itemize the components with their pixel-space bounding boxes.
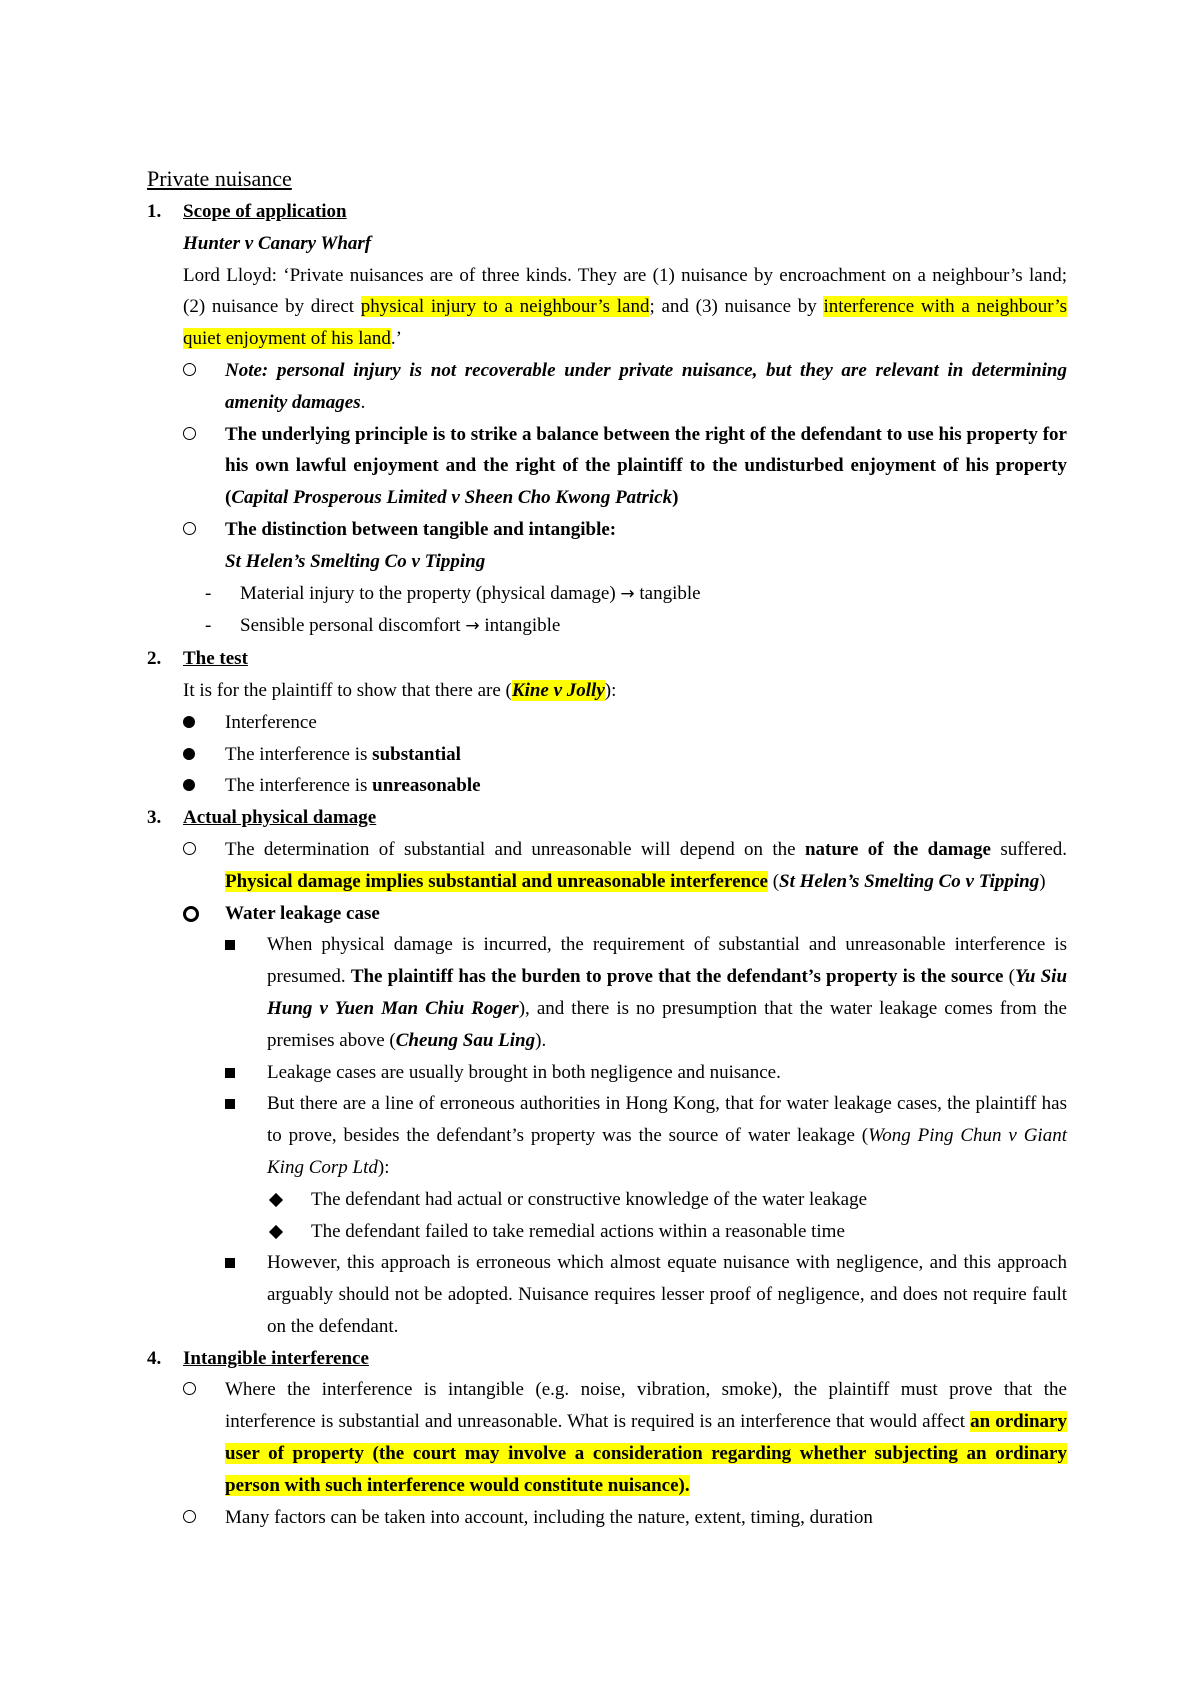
dash-marker: - xyxy=(205,582,212,604)
hollow-circle-bullet-icon xyxy=(183,1374,196,1406)
test-intro xyxy=(147,675,1067,707)
note-text: Note: personal injury is not recoverable under private nuisance, but they are relevant in determining amenity damages xyxy=(225,359,1067,413)
list-text: Water leakage case xyxy=(225,902,380,924)
hollow-circle-bullet-icon xyxy=(183,514,196,546)
section-number: 4. xyxy=(147,1347,162,1369)
quote-text: ; and (3) nuisance by xyxy=(649,296,824,318)
list-item xyxy=(147,1216,1067,1248)
section-number: 3. xyxy=(147,807,162,829)
list-text: The defendant had actual or constructive knowledge of the water leakage xyxy=(311,1188,868,1210)
section-4-heading xyxy=(147,1343,1067,1375)
arrow-right-icon: → xyxy=(620,583,635,604)
case-citation: Capital Prosperous Limited v Sheen Cho Kwong Patrick xyxy=(231,487,673,509)
arrow-right-icon: → xyxy=(465,616,480,637)
list-text: Where the interference is intangible (e.g. noise, vibration, smoke), the plaintiff must prove that the interference is substantial and unreasonable. What is required is an interference that would affect xyxy=(225,1379,1067,1433)
list-item xyxy=(147,419,1067,514)
section-number: 2. xyxy=(147,648,162,670)
hollow-circle-bullet-icon xyxy=(183,834,196,866)
dash-marker: - xyxy=(205,615,212,637)
list-text: The determination of substantial and unreasonable will depend on the xyxy=(225,838,805,860)
filled-circle-bullet-icon xyxy=(183,770,195,802)
list-item xyxy=(147,898,1067,930)
intro-text: ): xyxy=(604,679,617,701)
case-citation: Kine v Jolly xyxy=(511,679,605,701)
list-item xyxy=(147,355,1067,419)
filled-circle-bullet-icon xyxy=(183,707,195,739)
hollow-circle-bullet-icon xyxy=(183,1502,196,1534)
list-text: Leakage cases are usually brought in both negligence and nuisance. xyxy=(267,1061,781,1083)
list-text: When physical damage is incurred, the requirement of substantial and unreasonable interference is presumed. xyxy=(267,934,1067,988)
section-title: Actual physical damage xyxy=(183,807,377,829)
square-bullet-icon xyxy=(225,1247,235,1279)
case-citation: St Helen’s Smelting Co v Tipping xyxy=(225,550,486,572)
case-citation: Wong Ping Chun v Giant King Corp Ltd xyxy=(267,1125,1067,1178)
quote-text: Lord Lloyd: ‘Private nuisances are of three kinds. They are (1) nuisance by encroachment on a neighbour’s land; (2) nuisance by direct xyxy=(183,264,1067,318)
list-item xyxy=(147,739,1067,771)
hollow-circle-bullet-icon xyxy=(183,419,196,451)
principle-text: The underlying principle is to strike a balance between the right of the defendant to use his property for his own lawful enjoyment and the right of the plaintiff to the undisturbed enjoyment of his property ( xyxy=(225,423,1067,509)
list-item xyxy=(147,1057,1067,1089)
list-item xyxy=(147,578,1067,611)
list-text: ): xyxy=(377,1156,390,1178)
list-item xyxy=(147,1502,1067,1534)
lord-lloyd-quote xyxy=(147,260,1067,355)
hollow-circle-bullet-icon xyxy=(183,898,199,933)
list-item xyxy=(147,1374,1067,1501)
square-bullet-icon xyxy=(225,1088,235,1120)
section-title: Intangible interference xyxy=(183,1347,369,1369)
section-2-heading xyxy=(147,643,1067,675)
list-text: suffered. xyxy=(991,838,1067,860)
list-text: nature of the damage xyxy=(804,838,991,860)
list-item xyxy=(147,610,1067,643)
highlight-text: physical injury to a neighbour’s land xyxy=(360,296,650,318)
list-item xyxy=(147,929,1067,1056)
list-text: ( xyxy=(1003,966,1015,988)
list-text: The plaintiff has the burden to prove that the defendant’s property is the source xyxy=(350,966,1004,988)
list-text: The defendant failed to take remedial actions within a reasonable time xyxy=(311,1220,845,1242)
list-item xyxy=(147,770,1067,802)
list-item xyxy=(147,1184,1067,1216)
list-text: Sensible personal discomfort xyxy=(240,615,466,637)
note-text: . xyxy=(360,391,366,413)
document-body xyxy=(147,162,1067,1533)
list-text: Material injury to the property (physical damage) xyxy=(240,582,621,604)
list-text: The interference is xyxy=(225,743,373,765)
list-item xyxy=(147,707,1067,739)
square-bullet-icon xyxy=(225,1057,235,1089)
case-citation: Cheung Sau Ling xyxy=(395,1029,536,1051)
highlight-text: interference with a neighbour’s quiet enjoyment of his land xyxy=(183,296,1067,350)
case-citation: Hunter v Canary Wharf xyxy=(183,232,372,254)
diamond-bullet-icon xyxy=(269,1184,281,1216)
list-item xyxy=(147,834,1067,898)
list-text: unreasonable xyxy=(372,775,481,797)
section-3-heading xyxy=(147,802,1067,834)
list-text: ). xyxy=(535,1029,547,1051)
case-citation: St Helen’s Smelting Co v Tipping xyxy=(779,870,1040,892)
hollow-circle-bullet-icon xyxy=(183,355,196,387)
section-1-heading xyxy=(147,196,1067,228)
list-item xyxy=(147,1247,1067,1342)
page-title: Private nuisance xyxy=(147,166,292,191)
section-title: Scope of application xyxy=(183,201,347,222)
list-text: intangible xyxy=(479,615,561,637)
filled-circle-bullet-icon xyxy=(183,739,195,771)
list-text: But there are a line of erroneous authorities in Hong Kong, that for water leakage cases, the plaintiff has to prove, besides the defendant’s property was the source of water leakage ( xyxy=(267,1093,1067,1147)
list-text: substantial xyxy=(372,743,461,765)
list-text: ( xyxy=(767,870,780,892)
quote-text: .’ xyxy=(390,328,402,350)
section-number: 1. xyxy=(147,201,162,222)
list-item xyxy=(147,514,1067,546)
principle-text: ) xyxy=(672,487,679,509)
intro-text: It is for the plaintiff to show that there are ( xyxy=(183,679,512,701)
list-text: However, this approach is erroneous which almost equate nuisance with negligence, and this approach arguably should not be adopted. Nuisance requires lesser proof of negligence, and does not require fault on the defendant. xyxy=(267,1252,1067,1337)
diamond-bullet-icon xyxy=(269,1216,281,1248)
list-text: ) xyxy=(1039,870,1046,892)
section-title: The test xyxy=(183,648,248,670)
square-bullet-icon xyxy=(225,929,235,961)
list-text: Many factors can be taken into account, including the nature, extent, timing, duration xyxy=(225,1506,873,1528)
list-text: tangible xyxy=(634,582,701,604)
list-text: ), and there is no presumption that the water leakage comes from the premises above ( xyxy=(267,997,1067,1051)
list-text: The interference is xyxy=(225,775,373,797)
highlight-text: an ordinary user of property (the court may involve a consideration regarding whether subjecting an ordinary person with such interference would constitute nuisance). xyxy=(225,1411,1067,1496)
list-item xyxy=(147,1088,1067,1183)
list-text: Interference xyxy=(225,711,317,733)
highlight-text: Physical damage implies substantial and unreasonable interference xyxy=(225,870,768,892)
case-citation: Yu Siu Hung v Yuen Man Chiu Roger xyxy=(267,966,1068,1019)
distinction-text: The distinction between tangible and intangible: xyxy=(225,518,617,540)
